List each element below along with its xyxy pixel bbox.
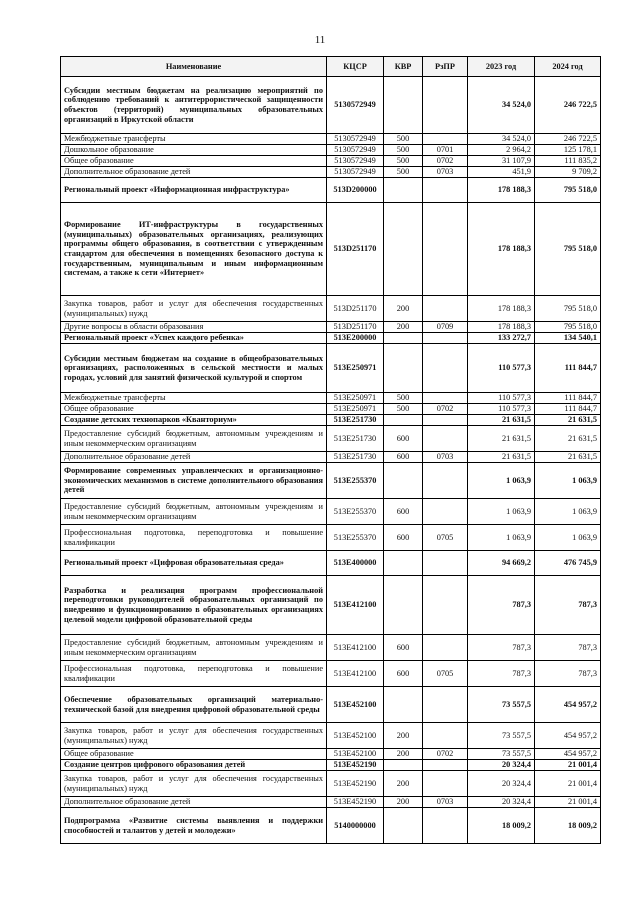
row-kcsr: 513E255370 [327,499,384,525]
table-row [61,145,601,156]
row-rzpr [423,415,468,426]
row-kvr [384,808,423,844]
row-kvr: 200 [384,296,423,322]
row-2023: 20 324,4 [468,771,535,797]
row-name: Профессиональная подготовка, переподготовка и повышение квалификации [61,661,327,687]
row-2024: 246 722,5 [535,134,601,145]
row-2024: 787,3 [535,661,601,687]
row-rzpr: 0709 [423,322,468,333]
row-rzpr [423,333,468,344]
row-2023: 178 188,3 [468,178,535,203]
row-kvr: 500 [384,404,423,415]
row-kvr [384,333,423,344]
row-2023: 21 631,5 [468,452,535,463]
row-2023: 73 557,5 [468,687,535,723]
row-name: Дополнительное образование детей [61,797,327,808]
row-kcsr: 513E255370 [327,463,384,499]
row-kcsr: 513E250971 [327,393,384,404]
row-2024: 1 063,9 [535,463,601,499]
row-2024: 787,3 [535,635,601,661]
row-rzpr [423,178,468,203]
row-2024: 21 001,4 [535,771,601,797]
row-kcsr: 513E412100 [327,576,384,635]
row-2023: 787,3 [468,635,535,661]
table-row [61,134,601,145]
row-kvr: 600 [384,635,423,661]
row-2023: 133 272,7 [468,333,535,344]
row-rzpr: 0702 [423,156,468,167]
table-row [61,77,601,134]
table-row [61,333,601,344]
table-row [61,760,601,771]
row-2023: 73 557,5 [468,749,535,760]
row-2023: 34 524,0 [468,134,535,145]
table-row [61,404,601,415]
row-kvr: 500 [384,156,423,167]
row-2024: 9 709,2 [535,167,601,178]
row-2023: 178 188,3 [468,322,535,333]
row-name: Закупка товаров, работ и услуг для обеспечения государственных (муниципальных) нужд [61,296,327,322]
row-kcsr: 513D251170 [327,203,384,296]
row-kcsr: 5130572949 [327,167,384,178]
row-2024: 476 745,9 [535,551,601,576]
row-2024: 134 540,1 [535,333,601,344]
row-kcsr: 513E412100 [327,661,384,687]
row-name: Закупка товаров, работ и услуг для обеспечения государственных (муниципальных) нужд [61,723,327,749]
row-name: Дошкольное образование [61,145,327,156]
row-kcsr: 5130572949 [327,77,384,134]
row-2023: 94 669,2 [468,551,535,576]
row-name: Региональный проект «Цифровая образовательная среда» [61,551,327,576]
row-name: Профессиональная подготовка, переподготовка и повышение квалификации [61,525,327,551]
row-name: Общее образование [61,749,327,760]
row-name: Региональный проект «Информационная инфраструктура» [61,178,327,203]
row-rzpr [423,203,468,296]
row-rzpr [423,808,468,844]
row-kcsr: 5130572949 [327,145,384,156]
row-kvr: 200 [384,749,423,760]
table-row [61,525,601,551]
row-kvr: 200 [384,771,423,797]
row-rzpr [423,576,468,635]
row-name: Межбюджетные трансферты [61,134,327,145]
row-2023: 451,9 [468,167,535,178]
row-kcsr: 513D251170 [327,296,384,322]
row-name: Разработка и реализация программ профессиональной переподготовки руководителей образовательных организаций по внедрению и функционированию в образовательных организациях целевой модели цифровой образовательной среды [61,576,327,635]
row-2023: 21 631,5 [468,426,535,452]
row-name: Формирование современных управленческих и организационно-экономических механизмов в системе дополнительного образования детей [61,463,327,499]
row-name: Предоставление субсидий бюджетным, автономным учреждениям и иным некоммерческим организациям [61,426,327,452]
row-rzpr [423,393,468,404]
row-name: Предоставление субсидий бюджетным, автономным учреждениям и иным некоммерческим организациям [61,635,327,661]
row-rzpr [423,499,468,525]
header-2024: 2024 год [535,57,601,77]
row-kvr: 600 [384,452,423,463]
row-rzpr: 0701 [423,145,468,156]
table-row [61,452,601,463]
header-rzpr: РзПР [423,57,468,77]
row-kcsr: 513E251730 [327,415,384,426]
row-name: Создание центров цифрового образования детей [61,760,327,771]
budget-table [60,56,601,844]
row-name: Подпрограмма «Развитие системы выявления и поддержки способностей и талантов у детей и молодежи» [61,808,327,844]
row-name: Закупка товаров, работ и услуг для обеспечения государственных (муниципальных) нужд [61,771,327,797]
row-kvr: 500 [384,167,423,178]
row-kcsr: 513E250971 [327,344,384,393]
row-2024: 454 957,2 [535,723,601,749]
row-2024: 111 844,7 [535,393,601,404]
row-name: Общее образование [61,156,327,167]
row-2023: 1 063,9 [468,463,535,499]
row-name: Формирование ИТ-инфраструктуры в государственных (муниципальных) образовательных организациях, реализующих программы общего образования, в соответствии с утвержденным стандартом для обеспечения в помещениях безопасного доступа к государственным, муниципальным и иным информационным системам, а также к сети «Интернет» [61,203,327,296]
row-kvr: 600 [384,426,423,452]
table-row [61,296,601,322]
row-kvr [384,463,423,499]
table-row [61,156,601,167]
row-2024: 21 631,5 [535,452,601,463]
row-kvr: 600 [384,499,423,525]
page-number: 11 [314,34,326,46]
row-name: Создание детских технопарков «Кванториум» [61,415,327,426]
row-name: Дополнительное образование детей [61,167,327,178]
row-kcsr: 513E250971 [327,404,384,415]
row-2023: 20 324,4 [468,797,535,808]
table-row [61,723,601,749]
row-2024: 1 063,9 [535,525,601,551]
row-kcsr: 513E452190 [327,760,384,771]
table-row [61,635,601,661]
row-rzpr [423,463,468,499]
row-kcsr: 5140000000 [327,808,384,844]
row-kvr [384,687,423,723]
row-rzpr [423,344,468,393]
row-name: Дополнительное образование детей [61,452,327,463]
row-kvr: 200 [384,723,423,749]
row-rzpr: 0705 [423,661,468,687]
table-header-row [61,57,601,77]
row-2023: 20 324,4 [468,760,535,771]
table-row [61,808,601,844]
row-name: Обеспечение образовательных организаций материально-технической базой для внедрения цифровой образовательной среды [61,687,327,723]
row-2024: 111 835,2 [535,156,601,167]
row-2023: 73 557,5 [468,723,535,749]
table-row [61,551,601,576]
row-rzpr [423,426,468,452]
row-2024: 454 957,2 [535,749,601,760]
row-name: Региональный проект «Успех каждого ребенка» [61,333,327,344]
table-row [61,203,601,296]
row-kcsr: 513E452190 [327,771,384,797]
row-2024: 18 009,2 [535,808,601,844]
row-name: Субсидии местным бюджетам на создание в общеобразовательных организациях, расположенных в сельской местности и малых городах, условий для занятий физической культурой и спортом [61,344,327,393]
header-kcsr: КЦСР [327,57,384,77]
row-2024: 454 957,2 [535,687,601,723]
row-kcsr: 5130572949 [327,156,384,167]
row-2023: 178 188,3 [468,203,535,296]
row-kcsr: 513E452190 [327,797,384,808]
row-2024: 795 518,0 [535,296,601,322]
row-2024: 111 844,7 [535,404,601,415]
row-kvr [384,77,423,134]
row-kcsr: 513E452100 [327,749,384,760]
row-2023: 110 577,3 [468,344,535,393]
row-kcsr: 513E255370 [327,525,384,551]
row-name: Межбюджетные трансферты [61,393,327,404]
row-rzpr: 0703 [423,797,468,808]
row-2023: 178 188,3 [468,296,535,322]
row-2024: 246 722,5 [535,77,601,134]
row-rzpr [423,551,468,576]
row-rzpr [423,771,468,797]
table-row [61,178,601,203]
row-name: Общее образование [61,404,327,415]
row-2024: 1 063,9 [535,499,601,525]
row-rzpr: 0703 [423,452,468,463]
row-rzpr: 0705 [423,525,468,551]
table-body [61,77,601,844]
row-kcsr: 513E200000 [327,333,384,344]
row-2024: 21 001,4 [535,760,601,771]
row-2023: 787,3 [468,576,535,635]
row-kcsr: 513D200000 [327,178,384,203]
row-kvr: 500 [384,145,423,156]
row-kvr [384,576,423,635]
row-2023: 21 631,5 [468,415,535,426]
row-kvr: 600 [384,525,423,551]
row-2023: 1 063,9 [468,499,535,525]
table-row [61,771,601,797]
row-rzpr [423,77,468,134]
table-row [61,344,601,393]
row-2023: 1 063,9 [468,525,535,551]
table-row [61,415,601,426]
table-row [61,426,601,452]
row-2023: 34 524,0 [468,77,535,134]
row-rzpr [423,723,468,749]
header-kvr: КВР [384,57,423,77]
row-kvr [384,551,423,576]
row-kvr: 200 [384,322,423,333]
row-2024: 795 518,0 [535,322,601,333]
row-2024: 125 178,1 [535,145,601,156]
header-name: Наименование [61,57,327,77]
row-2023: 18 009,2 [468,808,535,844]
row-kcsr: 513E400000 [327,551,384,576]
row-2023: 2 964,2 [468,145,535,156]
row-2024: 795 518,0 [535,178,601,203]
table-row [61,322,601,333]
row-kcsr: 513D251170 [327,322,384,333]
header-2023: 2023 год [468,57,535,77]
row-2023: 787,3 [468,661,535,687]
row-rzpr [423,760,468,771]
table-row [61,661,601,687]
table-row [61,749,601,760]
row-kcsr: 513E452100 [327,723,384,749]
table-row [61,576,601,635]
row-kvr [384,760,423,771]
row-2024: 111 844,7 [535,344,601,393]
table-row [61,167,601,178]
row-kcsr: 513E452100 [327,687,384,723]
row-kvr [384,415,423,426]
table-row [61,463,601,499]
table-row [61,797,601,808]
row-kvr: 600 [384,661,423,687]
row-2023: 31 107,9 [468,156,535,167]
row-2024: 21 001,4 [535,797,601,808]
row-rzpr [423,296,468,322]
row-kcsr: 513E251730 [327,452,384,463]
table-row [61,687,601,723]
row-kvr: 500 [384,393,423,404]
row-rzpr: 0702 [423,749,468,760]
row-rzpr [423,134,468,145]
row-rzpr [423,635,468,661]
row-kvr: 200 [384,797,423,808]
row-name: Другие вопросы в области образования [61,322,327,333]
row-2024: 795 518,0 [535,203,601,296]
row-rzpr: 0702 [423,404,468,415]
row-kcsr: 513E251730 [327,426,384,452]
row-kvr [384,203,423,296]
table-row [61,499,601,525]
row-2023: 110 577,3 [468,393,535,404]
table-row [61,393,601,404]
row-rzpr: 0703 [423,167,468,178]
row-rzpr [423,687,468,723]
row-2023: 110 577,3 [468,404,535,415]
row-kvr [384,178,423,203]
row-name: Предоставление субсидий бюджетным, автономным учреждениям и иным некоммерческим организациям [61,499,327,525]
row-kvr [384,344,423,393]
row-2024: 21 631,5 [535,426,601,452]
row-2024: 787,3 [535,576,601,635]
row-name: Субсидии местным бюджетам на реализацию мероприятий по соблюдению требований к антитеррористической защищенности объектов (территорий) муниципальных образовательных организаций в Иркутской области [61,77,327,134]
row-kcsr: 5130572949 [327,134,384,145]
row-2024: 21 631,5 [535,415,601,426]
row-kvr: 500 [384,134,423,145]
row-kcsr: 513E412100 [327,635,384,661]
